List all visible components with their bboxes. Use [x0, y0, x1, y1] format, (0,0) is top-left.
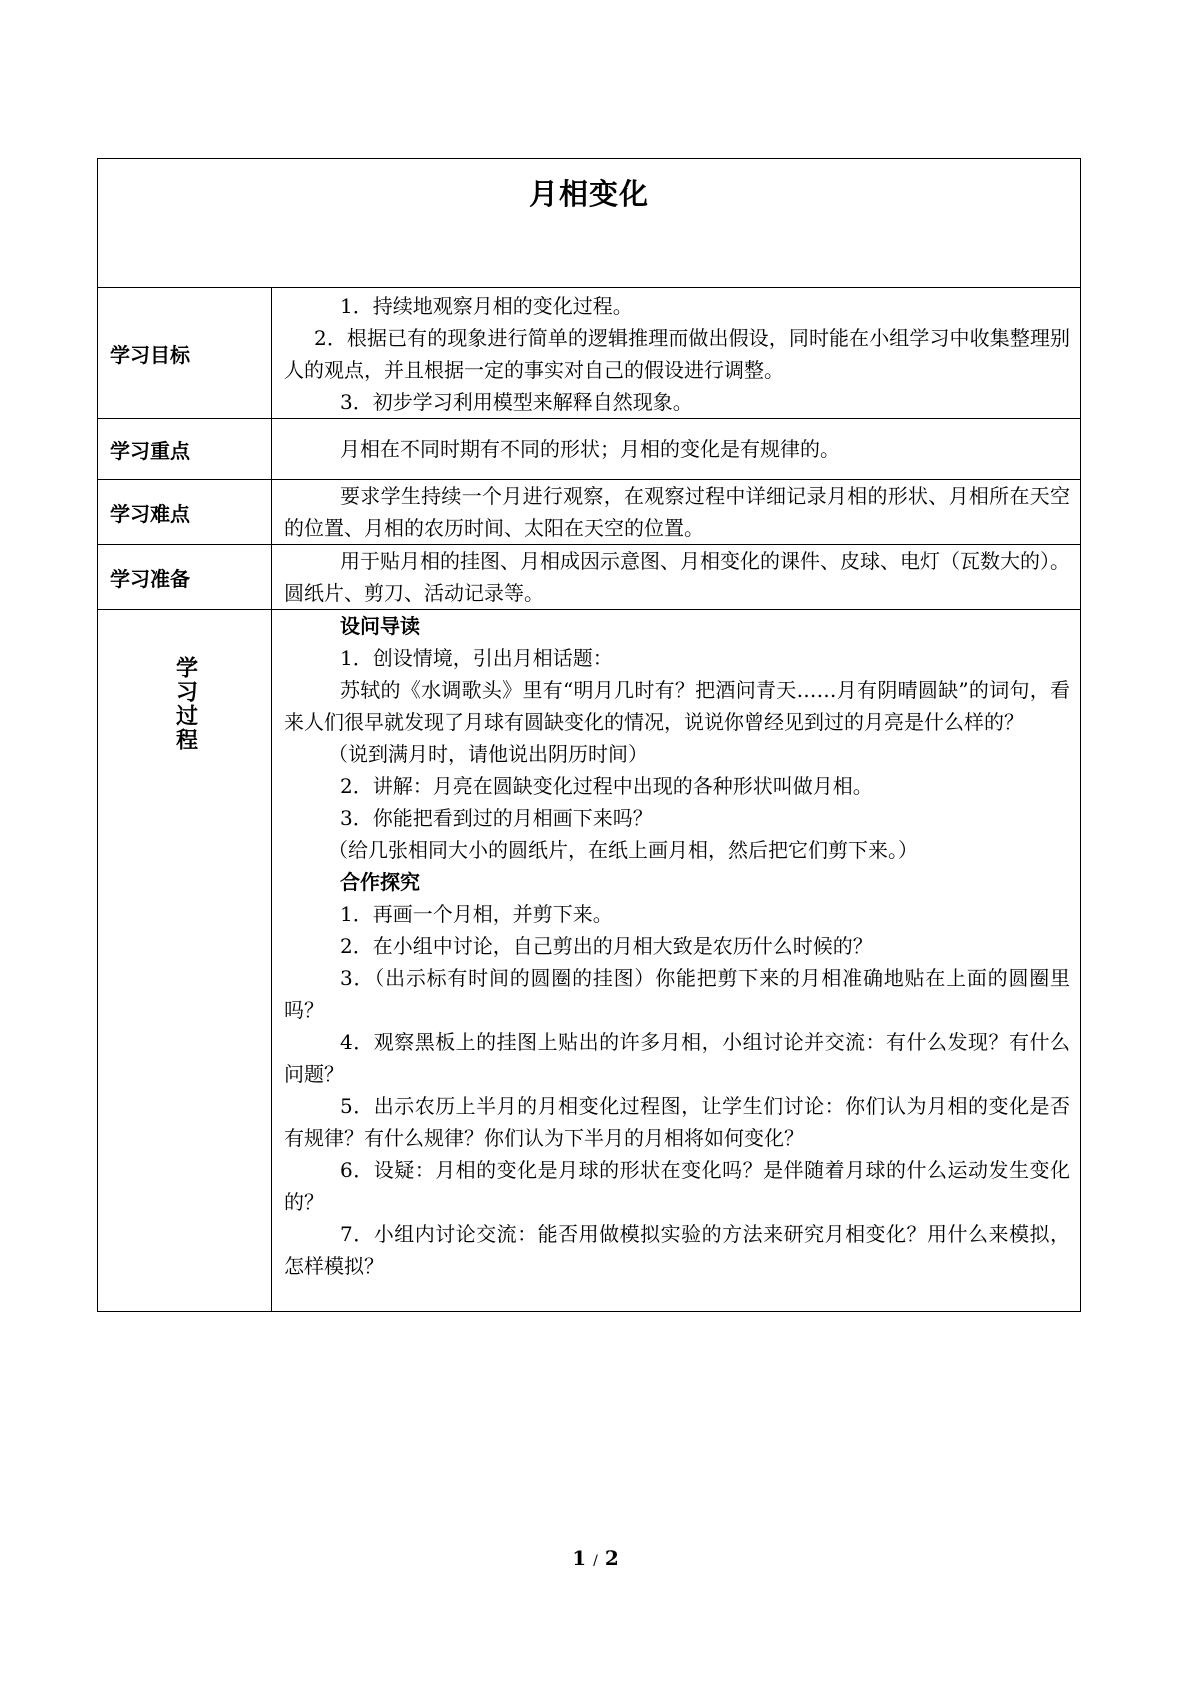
process-item: 1．创设情境，引出月相话题： [340, 646, 613, 670]
section-heading: 合作探究 [340, 870, 420, 894]
goal-content [272, 288, 1081, 419]
process-item: 4．观察黑板上的挂图上贴出的许多月相，小组讨论并交流：有什么发现？有什么问题？ [284, 1030, 1071, 1086]
key-content [272, 419, 1081, 480]
prep-content [272, 545, 1081, 610]
key-text: 月相在不同时期有不同的形状；月相的变化是有规律的。 [340, 437, 840, 461]
prep-text: 用于贴月相的挂图、月相成因示意图、月相变化的课件、皮球、电灯（瓦数大的）。圆纸片、剪刀、活动记录等。 [284, 549, 1071, 605]
page-separator: / [593, 1553, 598, 1569]
current-page: 1 [572, 1546, 587, 1570]
goal-item: 3．初步学习利用模型来解释自然现象。 [340, 390, 693, 414]
key-label: 学习重点 [98, 419, 272, 480]
process-item: 3．（出示标有时间的圆圈的挂图）你能把剪下来的月相准确地贴在上面的圆圈里吗？ [284, 966, 1071, 1022]
process-item: 7．小组内讨论交流：能否用做模拟实验的方法来研究月相变化？用什么来模拟，怎样模拟？ [284, 1222, 1071, 1278]
process-content [272, 610, 1081, 1312]
lesson-plan-table [97, 158, 1081, 1312]
process-item: 5．出示农历上半月的月相变化过程图，让学生们讨论：你们认为月相的变化是否有规律？有什么规律？你们认为下半月的月相将如何变化？ [284, 1094, 1071, 1150]
process-label: 学习过程 [172, 656, 198, 752]
title-cell [98, 159, 1081, 288]
document-title: 月相变化 [529, 177, 650, 211]
process-item: 6．设疑：月相的变化是月球的形状在变化吗？是伴随着月球的什么运动发生变化的？ [284, 1158, 1071, 1214]
difficulty-row [98, 480, 1081, 545]
process-row [98, 610, 1081, 1312]
process-item: 2．讲解：月亮在圆缺变化过程中出现的各种形状叫做月相。 [340, 774, 873, 798]
process-label-cell [98, 610, 272, 1312]
process-item: 3．你能把看到过的月相画下来吗？ [340, 806, 653, 830]
process-item: 苏轼的《水调歌头》里有“明月几时有？把酒问青天……月有阴晴圆缺”的词句，看来人们很早就发现了月球有圆缺变化的情况，说说你曾经见到过的月亮是什么样的？ [284, 678, 1071, 734]
total-pages: 2 [604, 1546, 619, 1570]
process-item: （说到满月时，请他说出阴历时间） [328, 742, 648, 766]
goal-item: 2．根据已有的现象进行简单的逻辑推理而做出假设，同时能在小组学习中收集整理别人的观点，并且根据一定的事实对自己的假设进行调整。 [284, 326, 1071, 382]
goal-label: 学习目标 [98, 288, 272, 419]
process-item: 2．在小组中讨论，自己剪出的月相大致是农历什么时候的？ [340, 934, 873, 958]
page-number [0, 1546, 1191, 1570]
key-row [98, 419, 1081, 480]
process-item: 1．再画一个月相，并剪下来。 [340, 902, 613, 926]
difficulty-content [272, 480, 1081, 545]
goal-row [98, 288, 1081, 419]
prep-label: 学习准备 [98, 545, 272, 610]
prep-row [98, 545, 1081, 610]
title-row [98, 159, 1081, 288]
process-item: （给几张相同大小的圆纸片，在纸上画月相，然后把它们剪下来。） [328, 838, 918, 862]
section-heading: 设问导读 [340, 614, 420, 638]
difficulty-label: 学习难点 [98, 480, 272, 545]
goal-item: 1．持续地观察月相的变化过程。 [340, 294, 633, 318]
difficulty-text: 要求学生持续一个月进行观察，在观察过程中详细记录月相的形状、月相所在天空的位置、月相的农历时间、太阳在天空的位置。 [284, 484, 1071, 540]
